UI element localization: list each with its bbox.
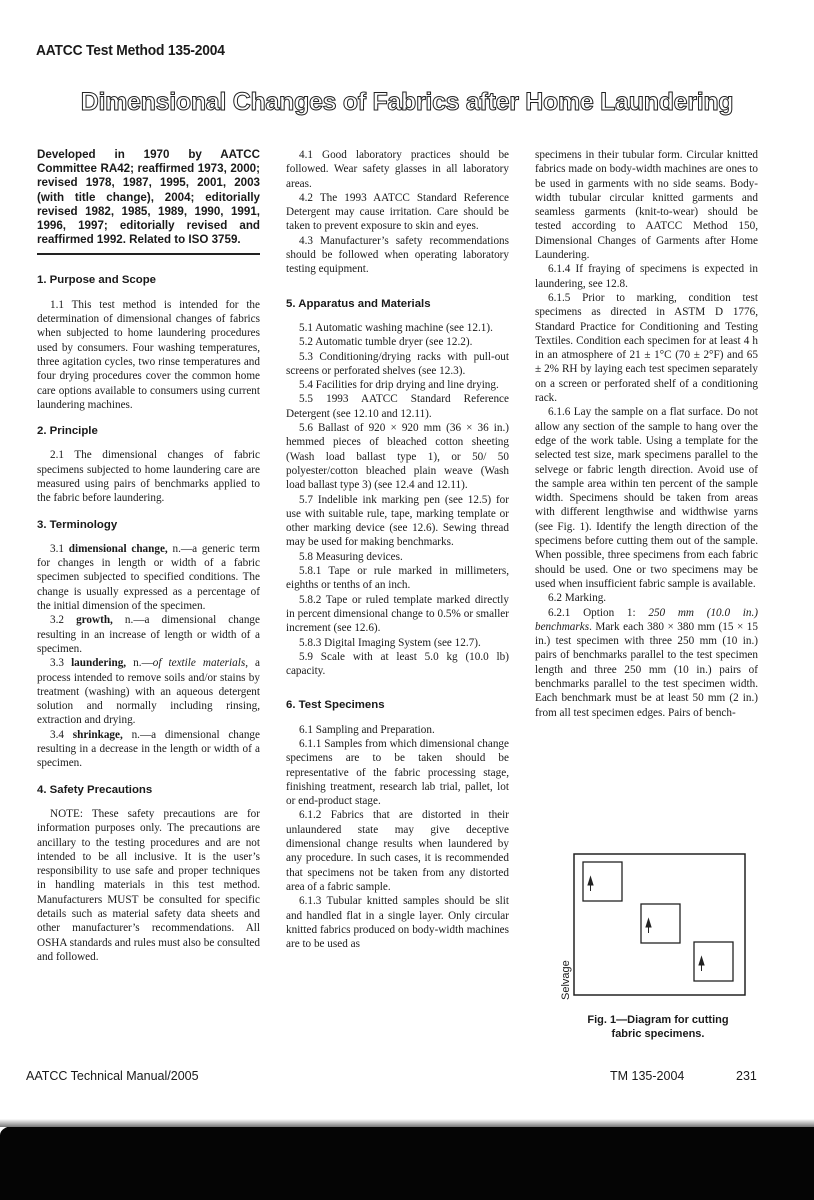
paragraph-6-1-3: 6.1.3 Tubular knitted samples should be slit and handled flat in a single layer. Only circular knitted fabrics produced on body-width machines are to be used as (286, 895, 509, 951)
paragraph-1-1: 1.1 This test method is intended for the determination of dimensional changes of fabrics when subjected to home laundering procedures used by consumers. Four washing temperatures, three agitation cycles, two rinse temperatures and four drying procedures cover the common home care options available to consumers using current laundering machines. (37, 298, 260, 411)
term-definition: n.—a dimensional change resulting in an increase of length or width of a specimen. (37, 614, 260, 655)
term-definition: n.—a generic term for changes in length or width of a fabric specimen subjected to specified conditions. The change is usually expressed as a percentage of the initial dimension of the specimen. (37, 542, 261, 613)
paragraph-5-2: 5.2 Automatic tumble dryer (see 12.2). (299, 336, 473, 349)
footer-method-id: TM 135-2004 (610, 1069, 685, 1083)
column-3 (535, 148, 758, 720)
term-number: 3.3 (50, 657, 64, 670)
figure-1-cutting-diagram (560, 852, 746, 1004)
paragraph-5-9: 5.9 Scale with at least 5.0 kg (10.0 lb) capacity. (286, 650, 509, 678)
document-title: Dimensional Changes of Fabrics after Home Laundering (80, 88, 734, 116)
fabric-sample-outline (574, 854, 745, 995)
paragraph-6-1-4: 6.1.4 If fraying of specimens is expected in laundering, see 12.8. (535, 263, 758, 290)
page-number: 231 (736, 1069, 757, 1083)
term-laundering (37, 656, 260, 727)
scanner-background (0, 1125, 814, 1200)
paragraph-4-2: 4.2 The 1993 AATCC Standard Reference Detergent may cause irritation. Care should be taken to prevent exposure to skin and eyes. (286, 191, 509, 233)
figure-caption-line-2: fabric specimens. (611, 1028, 705, 1040)
cutting-diagram (566, 852, 746, 1004)
paragraph-6-2: 6.2 Marking. (548, 592, 607, 605)
paragraph-5-8-3: 5.8.3 Digital Imaging System (see 12.7). (299, 636, 481, 649)
paragraph-6-1-3-continued: specimens in their tubular form. Circular knitted fabrics made on body-width machines are ones to be used in garments with no side seams. Body-width tubular circular knitted garments and seamless garments (knit-to-wear) should be tested according to AATCC Method 150, Dimensional Changes of Garments after Home Laundering. (535, 149, 758, 262)
selvage-label: Selvage (560, 960, 572, 1000)
paragraph-5-1: 5.1 Automatic washing machine (see 12.1). (299, 321, 493, 334)
paragraph-5-7: 5.7 Indelible ink marking pen (see 12.5) for use with suitable rule, tape, marking template or other marking device (see 12.6). Sewing thread may be used for making benchmarks. (286, 493, 509, 549)
term-definition: n.—a dimensional change resulting in a decrease in the length or width of a specimen. (37, 728, 260, 770)
section-heading-apparatus: 5. Apparatus and Materials (286, 297, 431, 310)
section-heading-terminology: 3. Terminology (37, 518, 118, 531)
term-word: growth, (76, 614, 113, 627)
specimen-2 (641, 904, 680, 943)
term-definition: , a process intended to remove soils and/or stains by treatment (washing) with an aqueous detergent solution and normally including rinsing, extraction and drying. (37, 657, 261, 727)
term-word: laundering, (71, 657, 127, 670)
paragraph-5-4: 5.4 Facilities for drip drying and line drying. (299, 379, 499, 392)
section-heading-principle: 2. Principle (37, 425, 98, 438)
option-title: 250 mm (10.0 in.) benchmarks (535, 606, 758, 633)
safety-note: NOTE: These safety precautions are for information purposes only. The precautions are ancillary to the testing procedures and are not intended to be all inclusive. It is the user’s responsibility to use safe and proper techniques in handling materials in this test method. Manufacturers MUST be consulted for specific details such as material safety data sheets and other manufacturer’s recommendations. All OSHA standards and rules must also be consulted and followed. (37, 807, 260, 963)
footer-publication: AATCC Technical Manual/2005 (26, 1069, 199, 1083)
term-qualifier: of textile materials (152, 657, 246, 670)
section-heading-test-specimens: 6. Test Specimens (286, 699, 385, 712)
section-heading-safety: 4. Safety Precautions (37, 783, 153, 796)
paragraph-6-1-1: 6.1.1 Samples from which dimensional change specimens are to be taken should be representative of the fabric processing stage, finishing treatment, research lab trial, pallet, lot or end-product stage. (286, 737, 509, 808)
paragraph-4-1: 4.1 Good laboratory practices should be followed. Wear safety glasses in all laboratory areas. (286, 149, 509, 190)
running-head: AATCC Test Method 135-2004 (36, 42, 225, 59)
paragraph-5-8-2: 5.8.2 Tape or ruled template marked directly in percent dimensional change to 0.5% or smaller increment (see 12.6). (286, 593, 509, 635)
figure-caption-line-1: Fig. 1—Diagram for cutting (587, 1014, 729, 1026)
length-direction-arrow-icon (646, 919, 651, 933)
term-word: shrinkage, (72, 728, 123, 741)
paragraph-6-1: 6.1 Sampling and Preparation. (299, 723, 435, 736)
section-heading-purpose: 1. Purpose and Scope (37, 274, 157, 287)
specimen-3 (694, 942, 733, 981)
term-number: 3.2 (50, 614, 64, 627)
specimen-1 (583, 862, 622, 901)
term-growth (37, 613, 260, 656)
length-direction-arrow-icon (699, 957, 704, 971)
term-dimensional-change (37, 542, 260, 613)
paragraph-6-1-6: 6.1.6 Lay the sample on a flat surface. Do not allow any section of the sample to hang over the edge of the work table. Using a template for the selected test size, mark specimens parallel to the selvege or fabric length direction. Avoid use of the sample area within ten percent of the sample width. Specimens should be taken from areas with different lengthwise and widthwise yarns (see Fig. 1). Identify the length direction of the specimens before cutting them out of the sample. When possible, three specimens from each fabric should be used. One or two specimens may be used when insufficient fabric sample is available. (535, 406, 758, 590)
option-number: 6.2.1 Option 1: (548, 606, 649, 619)
paragraph-6-1-5: 6.1.5 Prior to marking, condition test specimens as directed in ASTM D 1776, Standard Practice for Conditioning and Testing Textiles. Condition each specimen for at least 4 h in an atmosphere of 21 ± 1°C (70 ± 2°F) and 65 ± 2% RH by laying each test specimen separately on a screen or perforated shelf of a conditioning rack. (535, 291, 758, 405)
paragraph-6-2-1 (535, 606, 758, 720)
option-text: . Mark each 380 × 380 mm (15 × 15 in.) test specimen with three 250 mm (10 in.) pairs of benchmarks parallel to the test specimen length and three 250 mm (10 in.) pairs of benchmarks parallel to the test specimen width. Each benchmark must be at least 50 mm (2 in.) from all test specimen edges. Pairs of bench- (535, 620, 758, 719)
paragraph-5-3: 5.3 Conditioning/drying racks with pull-out screens or perforated shelves (see 12.3). (286, 350, 509, 377)
paragraph-5-8-1: 5.8.1 Tape or rule marked in millimeters, eighths or tenths of an inch. (286, 565, 509, 592)
term-shrinkage (37, 728, 260, 771)
term-definition-prefix: n.— (133, 657, 153, 670)
history-note: Developed in 1970 by AATCC Committee RA42; reaffirmed 1973, 2000; revised 1978, 1987, 1995, 2001, 2003 (with title change), 2004; editorially revised 1982, 1985, 1989, 1990, 1991, 1996, 1997; editorially revised and reaffirmed 1992. Related to ISO 3759. (37, 148, 260, 255)
paragraph-5-8: 5.8 Measuring devices. (299, 550, 403, 563)
paragraph-5-5: 5.5 1993 AATCC Standard Reference Detergent (see 12.10 and 12.11). (286, 393, 509, 420)
term-word: dimensional change, (68, 542, 168, 555)
paragraph-2-1: 2.1 The dimensional changes of fabric specimens subjected to home laundering care are measured using pairs of benchmarks applied to the fabric before laundering. (37, 449, 260, 505)
paragraph-4-3: 4.3 Manufacturer’s safety recommendations should be followed when operating laboratory testing equipment. (286, 234, 509, 276)
term-number: 3.1 (50, 542, 64, 555)
length-direction-arrow-icon (588, 877, 593, 891)
term-number: 3.4 (50, 728, 64, 741)
figure-caption (540, 1013, 776, 1041)
paragraph-5-6: 5.6 Ballast of 920 × 920 mm (36 × 36 in.) hemmed pieces of bleached cotton sheeting (Wash load ballast type 1), or 50/ 50 polyester/cotton bleached plain weave (Wash load ballast type 3) (see 12.4 and 12.11). (286, 422, 509, 492)
column-2 (286, 148, 509, 951)
column-1 (37, 148, 260, 964)
paragraph-6-1-2: 6.1.2 Fabrics that are distorted in their unlaundered state may give deceptive dimensional change results when laundered by any procedure. In such cases, it is recommended that specimens not be taken from any distorted area of a fabric sample. (286, 809, 509, 893)
